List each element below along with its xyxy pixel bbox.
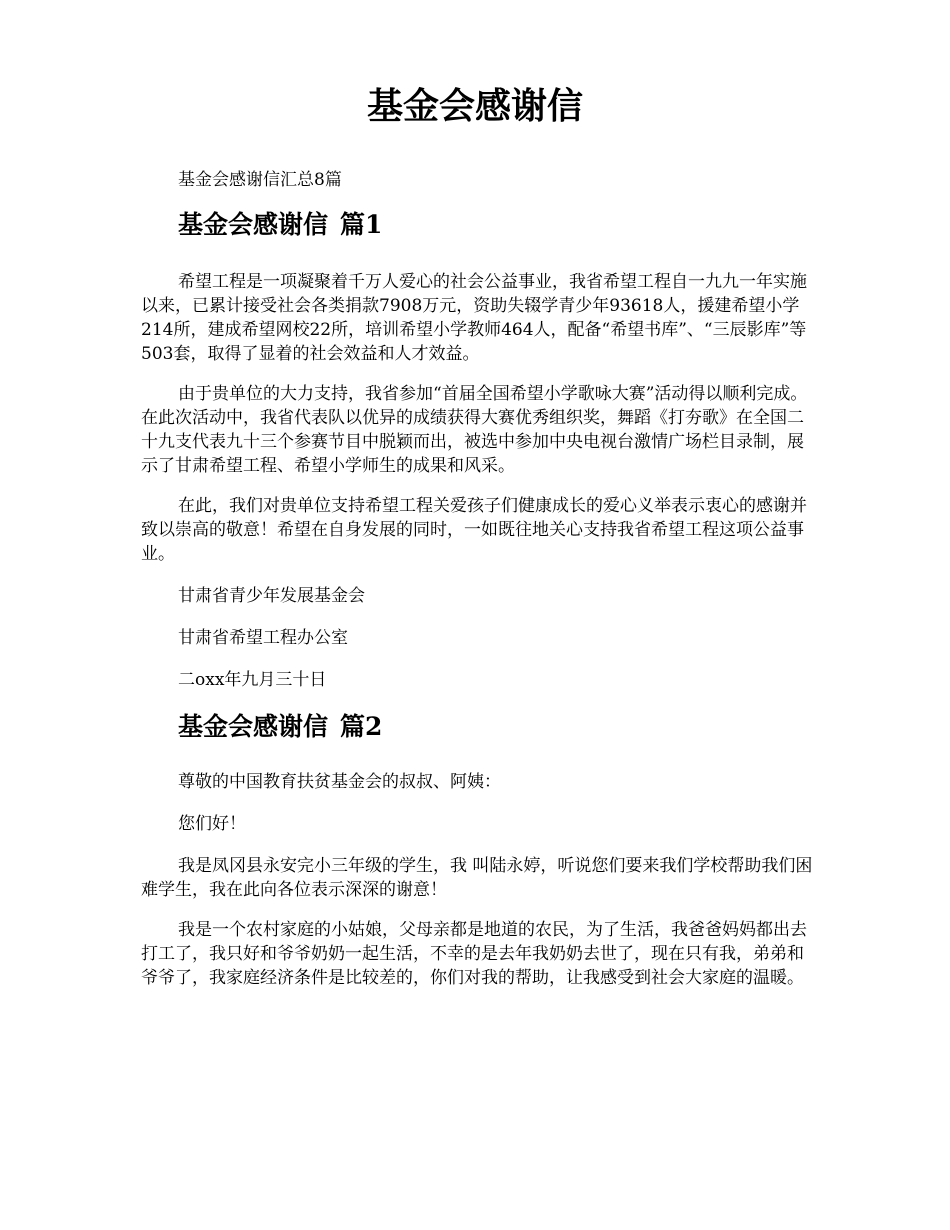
signature-foundation: 甘肃省青少年发展基金会 — [178, 586, 365, 606]
section-1-heading-number: 篇1 — [340, 210, 383, 239]
section-1-heading — [141, 208, 813, 242]
section-1-heading-text: 基金会感谢信 — [178, 210, 329, 239]
section-2-greeting: 您们好！ — [178, 814, 246, 834]
section-1-paragraph-3: 在此，我们对贵单位支持希望工程关爱孩子们健康成长的爱心义举表示衷心的感谢并致以崇高的敬意！希望在自身发展的同时，一如既往地关心支持我省希望工程这项公益事业。 — [141, 496, 807, 564]
section-2-heading-text: 基金会感谢信 — [178, 712, 329, 741]
document-title: 基金会感谢信 — [366, 85, 583, 127]
section-2-paragraph-1: 我是凤冈县永安完小三年级的学生，我 叫陆永婷，听说您们要来我们学校帮助我们困难学生，我在此向各位表示深深的谢意！ — [141, 856, 813, 900]
section-2-salutation: 尊敬的中国教育扶贫基金会的叔叔、阿姨： — [178, 772, 501, 792]
section-1-paragraph-1: 希望工程是一项凝聚着千万人爱心的社会公益事业，我省希望工程自一九九一年实施以来，已累计接受社会各类捐款7908万元，资助失辍学青少年93618人，援建希望小学214所，建成希望网校22所，培训希望小学教师464人，配备“希望书库”、“三辰影库”等503套，取得了显着的社会效益和人才效益。 — [141, 272, 807, 364]
document-body — [141, 168, 813, 990]
signature-office: 甘肃省希望工程办公室 — [178, 628, 348, 648]
section-2-heading — [141, 710, 813, 744]
section-2-paragraph-2: 我是一个农村家庭的小姑娘，父母亲都是地道的农民，为了生活，我爸爸妈妈都出去打工了，我只好和爷爷奶奶一起生活，不幸的是去年我奶奶去世了，现在只有我，弟弟和爷爷了，我家庭经济条件是比较差的，你们对我的帮助，让我感受到社会大家庭的温暖。 — [141, 920, 807, 988]
section-1-paragraph-2: 由于贵单位的大力支持，我省参加“首届全国希望小学歌咏大赛”活动得以顺利完成。在此次活动中，我省代表队以优异的成绩获得大赛优秀组织奖，舞蹈《打夯歌》在全国二十九支代表九十三个参赛节目中脱颖而出，被选中参加中央电视台激情广场栏目录制，展示了甘肃希望工程、希望小学师生的成果和风采。 — [141, 384, 808, 476]
signature-date: 二oxx年九月三十日 — [178, 670, 327, 690]
summary-line: 基金会感谢信汇总8篇 — [178, 170, 342, 190]
section-2-heading-number: 篇2 — [340, 712, 383, 741]
